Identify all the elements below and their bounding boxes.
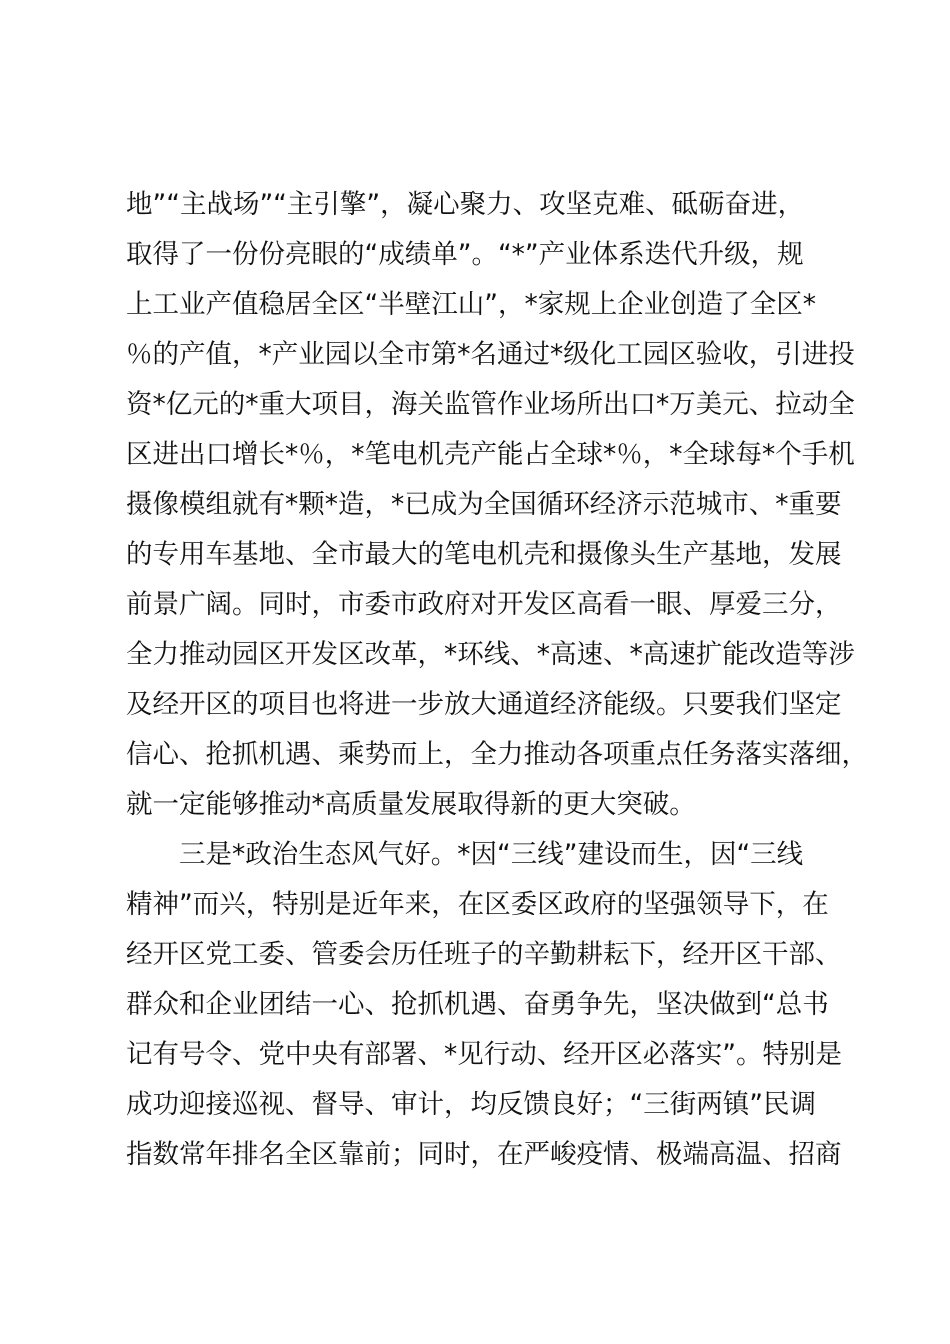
text-line: 的专用车基地、全市最大的笔电机壳和摄像头生产基地，发展 — [126, 539, 842, 570]
text-line: ％的产值，*产业园以全市第*名通过*级化工园区验收，引进投 — [126, 339, 855, 370]
text-line: 区进出口增长*％，*笔电机壳产能占全球*％，*全球每*个手机 — [126, 439, 855, 470]
text-line: 指数常年排名全区靠前；同时，在严峻疫情、极端高温、招商 — [126, 1139, 842, 1170]
text-line: 及经开区的项目也将进一步放大通道经济能级。只要我们坚定 — [126, 689, 842, 720]
text-line: 全力推动园区开发区改革，*环线、*高速、*高速扩能改造等涉 — [126, 639, 855, 670]
text-line: 成功迎接巡视、督导、审计，均反馈良好；“三街两镇”民调 — [126, 1089, 816, 1120]
paragraph-start-line: 三是*政治生态风气好。*因“三线”建设而生，因“三线 — [179, 839, 804, 870]
text-line: 信心、抢抓机遇、乘势而上，全力推动各项重点任务落实落细， — [126, 739, 868, 770]
text-line: 经开区党工委、管委会历任班子的辛勤耕耘下，经开区干部、 — [126, 939, 842, 970]
text-line: 取得了一份份亮眼的“成绩单”。“*”产业体系迭代升级，规 — [126, 239, 804, 270]
text-line: 记有号令、党中央有部署、*见行动、经开区必落实”。特别是 — [126, 1039, 842, 1070]
text-line: 就一定能够推动*高质量发展取得新的更大突破。 — [126, 789, 696, 820]
text-line: 群众和企业团结一心、抢抓机遇、奋勇争先，坚决做到“总书 — [126, 989, 829, 1020]
text-line: 地”“主战场”“主引擎”，凝心聚力、攻坚克难、砥砺奋进， — [126, 189, 805, 220]
body-text — [126, 180, 866, 1180]
text-line: 精神”而兴，特别是近年来，在区委区政府的坚强领导下，在 — [126, 889, 829, 920]
text-line: 上工业产值稳居全区“半壁江山”，*家规上企业创造了全区* — [126, 289, 816, 320]
text-line: 前景广阔。同时，市委市政府对开发区高看一眼、厚爱三分， — [126, 589, 842, 620]
text-line: 摄像模组就有*颗*造，*已成为全国循环经济示范城市、*重要 — [126, 489, 842, 520]
text-line: 资*亿元的*重大项目，海关监管作业场所出口*万美元、拉动全 — [126, 389, 855, 420]
